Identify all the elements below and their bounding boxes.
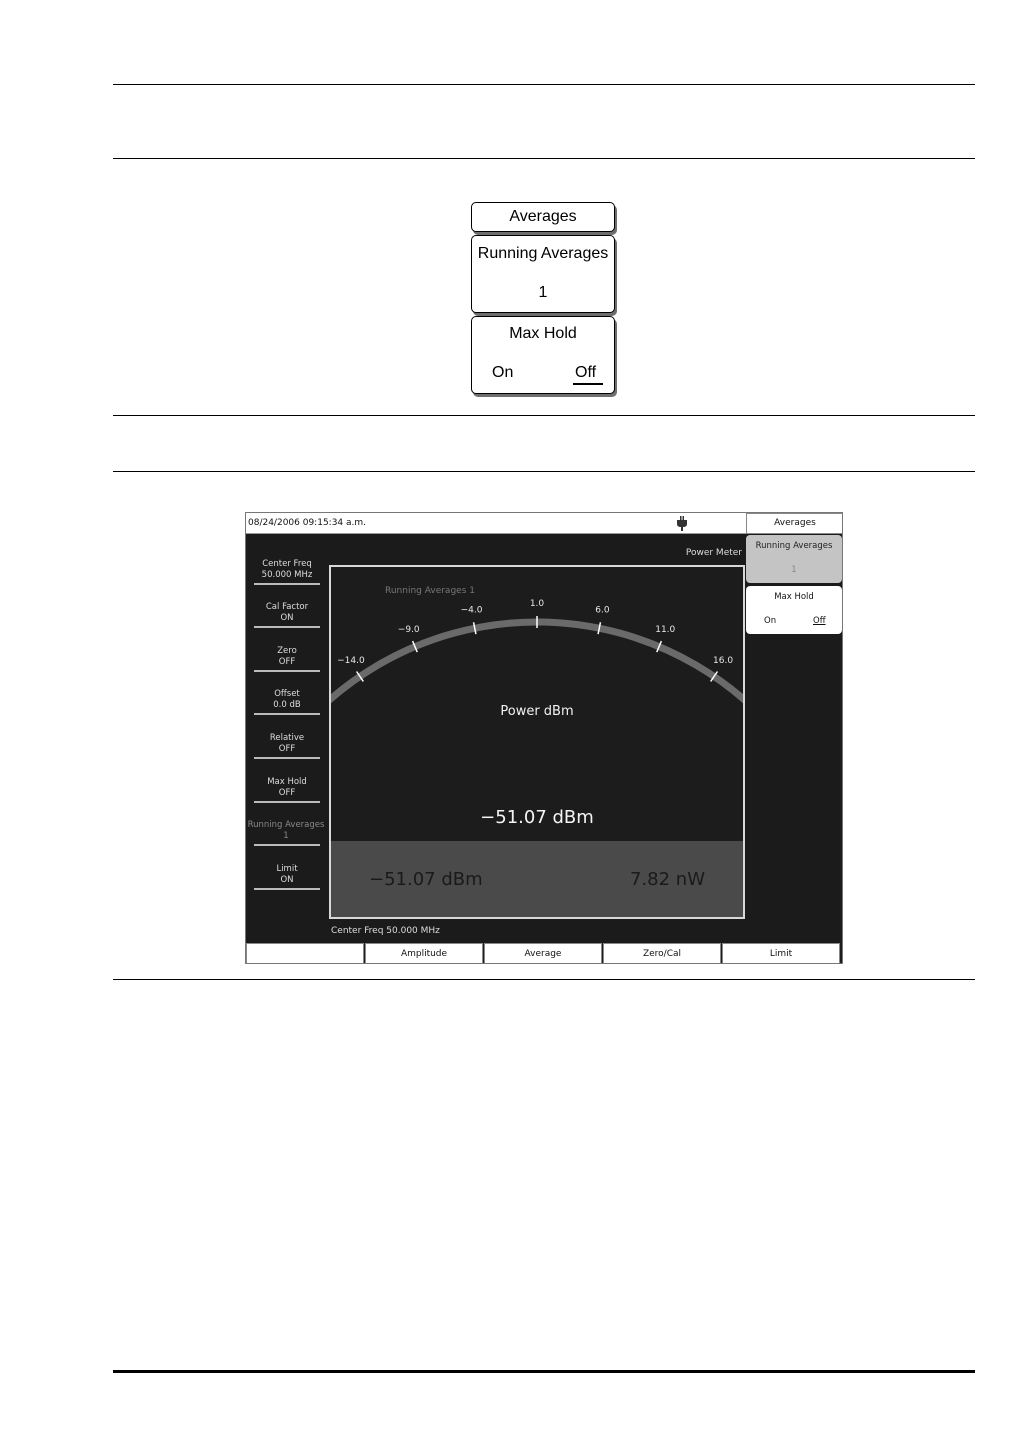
power-gauge [331,567,743,827]
selected-option-underline [573,383,603,385]
footer-rule [113,1370,975,1373]
zero-cal-button[interactable]: Zero/Cal [603,943,721,964]
mode-label: Power Meter [685,548,742,558]
center-freq-key[interactable] [254,559,320,581]
key-value: 0.0 dB [273,700,301,710]
gauge-tick-label: −14.0 [337,656,365,667]
key-separator [254,670,320,672]
key-separator [254,801,320,803]
limit-button[interactable]: Limit [722,943,840,964]
key-value: 50.000 MHz [261,570,313,580]
key-label: Running Averages [247,820,325,830]
key-label: Max Hold [774,592,814,602]
key-label: Relative [269,733,305,743]
gauge-tick-label: 6.0 [595,605,610,616]
key-separator [254,713,320,715]
key-value: OFF [278,788,296,798]
offset-key[interactable] [254,689,320,711]
meter-display [329,565,745,919]
relative-key[interactable] [254,733,320,755]
key-label: Running Averages [755,541,833,551]
running-averages-key[interactable] [471,235,615,313]
right-max-hold-key[interactable] [746,586,842,634]
key-label: Max Hold [267,777,307,787]
key-separator [254,626,320,628]
divider-rule [113,979,975,980]
key-label: Offset [274,689,300,699]
reading-strip [331,841,743,917]
limit-key[interactable] [254,864,320,886]
key-label: Cal Factor [265,602,309,612]
divider-rule [113,84,975,85]
max-hold-on-option: On [492,364,514,381]
running-averages-side-key[interactable] [246,820,326,842]
status-datetime: 08/24/2006 09:15:34 a.m. [248,518,367,528]
bottom-menu-bar [246,943,843,964]
max-hold-side-key[interactable] [254,777,320,799]
gauge-tick-label: −4.0 [460,605,483,616]
bottom-key-blank[interactable] [246,943,364,964]
average-button[interactable]: Average [484,943,602,964]
key-label: Zero [277,646,297,656]
gauge-tick-label: 11.0 [655,624,676,635]
reading-watts: 7.82 nW [629,869,705,890]
cal-factor-key[interactable] [254,602,320,624]
key-separator [254,844,320,846]
center-freq-readout: Center Freq 50.000 MHz [331,926,440,936]
key-value: OFF [278,744,296,754]
right-menu-title: Averages [746,513,843,534]
key-separator [254,583,320,585]
amplitude-button[interactable]: Amplitude [365,943,483,964]
divider-rule [113,471,975,472]
key-separator [254,757,320,759]
max-hold-on-option: On [764,616,777,626]
running-averages-label: Running Averages [477,245,609,262]
key-value: 1 [283,831,289,841]
gauge-tick-label: −9.0 [397,624,420,635]
key-separator [254,888,320,890]
key-value: ON [280,613,294,623]
right-running-averages-key[interactable] [746,535,842,583]
gauge-tick-label: 1.0 [529,599,545,609]
divider-rule [113,415,975,416]
max-hold-key[interactable] [471,316,615,394]
divider-rule [113,158,975,159]
max-hold-label: Max Hold [509,325,577,342]
key-value: OFF [278,657,296,667]
gauge-arc [331,622,743,765]
gauge-tick-label: 16.0 [713,656,734,667]
power-reading: −51.07 dBm [480,807,594,828]
max-hold-off-option: Off [813,616,826,626]
max-hold-off-option: Off [575,364,597,381]
right-softkey-menu [746,513,843,941]
key-value: 1 [791,565,797,575]
reading-dbm: −51.07 dBm [369,869,483,890]
zero-key[interactable] [254,646,320,668]
power-plug-icon [676,516,688,531]
key-label: Limit [276,864,298,874]
key-label: Center Freq [262,559,312,569]
status-bar [246,513,746,534]
power-meter-screen [245,512,843,964]
power-unit-label: Power dBm [500,704,574,719]
key-value: ON [280,875,294,885]
meter-running-averages-label: Running Averages 1 [385,586,475,596]
running-averages-value: 1 [538,284,548,301]
averages-menu-title: Averages [471,202,615,232]
